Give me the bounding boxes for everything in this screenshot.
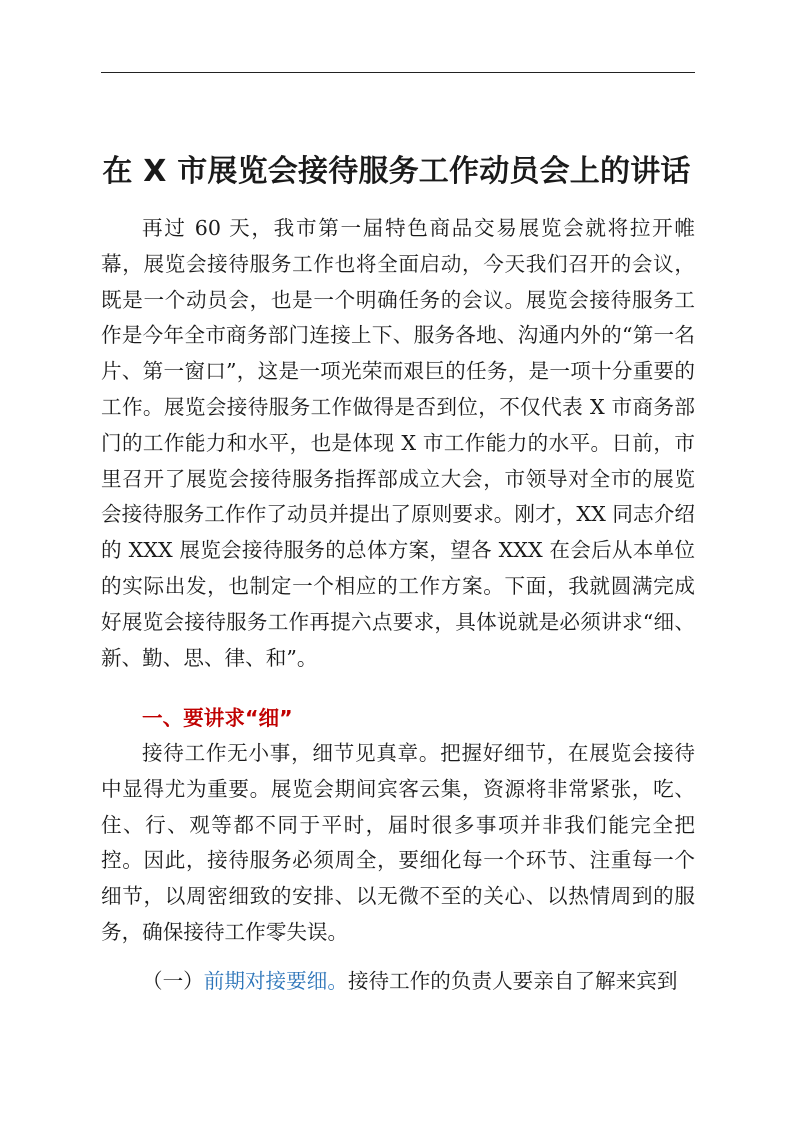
paragraph-intro: 再过 60 天，我市第一届特色商品交易展览会就将拉开帷幕，展览会接待服务工作也将全面启动，今天我们召开的会议，既是一个动员会，也是一个明确任务的会议。展览会接待服务工作是今年全市商务部门连接上下、服务各地、沟通内外的“第一名片、第一窗口”，这是一项光荣而艰巨的任务，是一项十分重要的工作。展览会接待服务工作做得是否到位，不仅代表 X 市商务部门的工作能力和水平，也是体现 X 市工作能力的水平。日前，市里召开了展览会接待服务指挥部成立大会，市领导对全市的展览会接待服务工作作了动员并提出了原则要求。刚才，XX 同志介绍的 XXX 展览会接待服务的总体方案，望各 XXX 在会后从本单位的实际出发，也制定一个相应的工作方案。下面，我就圆满完成好展览会接待服务工作再提六点要求，具体说就是必须讲求“细、新、勤、思、律、和”。 — [101, 216, 695, 670]
subsection-1-text: 接待工作的负责人要亲自了解来宾到 — [347, 969, 678, 993]
section-heading-1: 一、要讲求“细” — [142, 706, 293, 730]
subsection-1-line — [101, 964, 695, 1000]
subsection-1-label: （一） — [142, 969, 204, 993]
document-title: 在 X 市展览会接待服务工作动员会上的讲话 — [102, 154, 691, 189]
header-rule — [101, 72, 695, 73]
paragraph-section-1: 接待工作无小事，细节见真章。把握好细节，在展览会接待中显得尤为重要。展览会期间宾客云集，资源将非常紧张，吃、住、行、观等都不同于平时，届时很多事项并非我们能完全把控。因此，接待服务必须周全，要细化每一个环节、注重每一个细节，以周密细致的安排、以无微不至的关心、以热情周到的服务，确保接待工作零失误。 — [101, 741, 695, 944]
subsection-1-title: 前期对接要细。 — [203, 969, 348, 993]
